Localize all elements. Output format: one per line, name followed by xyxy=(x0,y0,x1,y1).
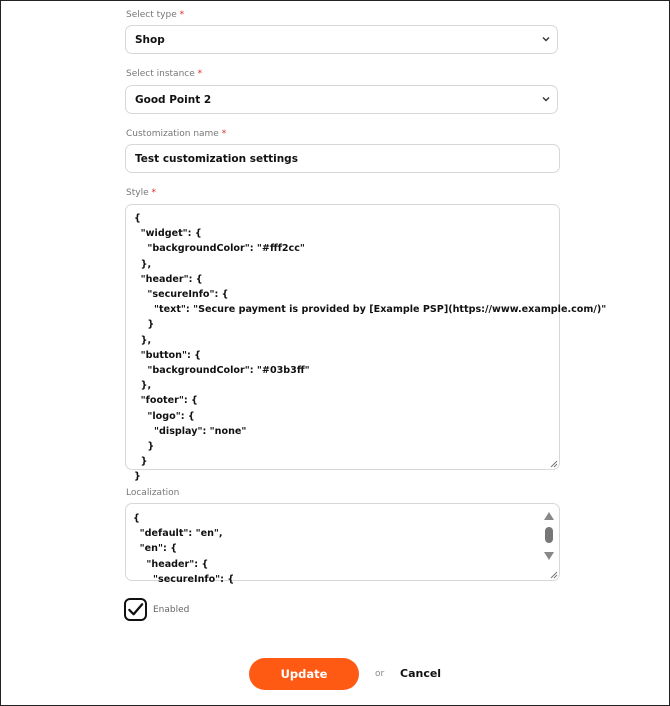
or-separator: or xyxy=(375,669,385,679)
localization-code: { "default": "en", "en": { "header": { "secureInfo": { xyxy=(133,513,235,585)
customization-name-input[interactable] xyxy=(125,144,560,173)
chevron-down-icon xyxy=(541,94,551,104)
style-label-text: Style xyxy=(126,188,149,198)
required-mark: * xyxy=(179,10,185,20)
enabled-label: Enabled xyxy=(153,605,190,615)
style-code: { "widget": { "backgroundColor": "#fff2cc" }, "header": { "secureInfo": { "text": "Secure payment is provided by [Example PSP](https://www.example.com/)" } }, "button": { "backgroundColor": "#03b3ff" }, "footer": { "logo": { "display": "none" } } } xyxy=(134,213,607,483)
select-instance-dropdown[interactable] xyxy=(125,85,558,114)
style-label xyxy=(126,188,156,198)
update-button[interactable]: Update xyxy=(249,658,359,690)
select-type-value: Shop xyxy=(135,33,165,46)
scroll-thumb[interactable] xyxy=(545,527,553,543)
select-type-label-text: Select type xyxy=(126,10,177,20)
resize-handle-icon[interactable] xyxy=(549,570,558,579)
select-instance-label-text: Select instance xyxy=(126,69,195,79)
required-mark: * xyxy=(151,188,156,198)
scroll-up-arrow-icon[interactable] xyxy=(544,512,554,520)
select-type-dropdown[interactable] xyxy=(125,25,558,54)
localization-label xyxy=(126,488,179,498)
select-type-label xyxy=(126,10,184,20)
checkmark-icon xyxy=(126,600,145,619)
customization-name-label xyxy=(126,129,226,139)
resize-handle-icon[interactable] xyxy=(549,459,558,468)
customization-name-value: Test customization settings xyxy=(135,152,298,165)
enabled-checkbox[interactable] xyxy=(124,598,147,621)
localization-textarea[interactable] xyxy=(125,503,560,585)
customization-name-label-text: Customization name xyxy=(126,129,219,139)
localization-label-text: Localization xyxy=(126,488,180,498)
required-mark: * xyxy=(221,129,227,139)
cancel-button[interactable]: Cancel xyxy=(400,667,442,680)
select-instance-value: Good Point 2 xyxy=(135,93,212,106)
required-mark: * xyxy=(197,69,203,79)
scroll-down-arrow-icon[interactable] xyxy=(544,552,554,560)
style-textarea[interactable] xyxy=(125,204,607,483)
select-instance-label xyxy=(126,69,202,79)
chevron-down-icon xyxy=(541,34,551,44)
